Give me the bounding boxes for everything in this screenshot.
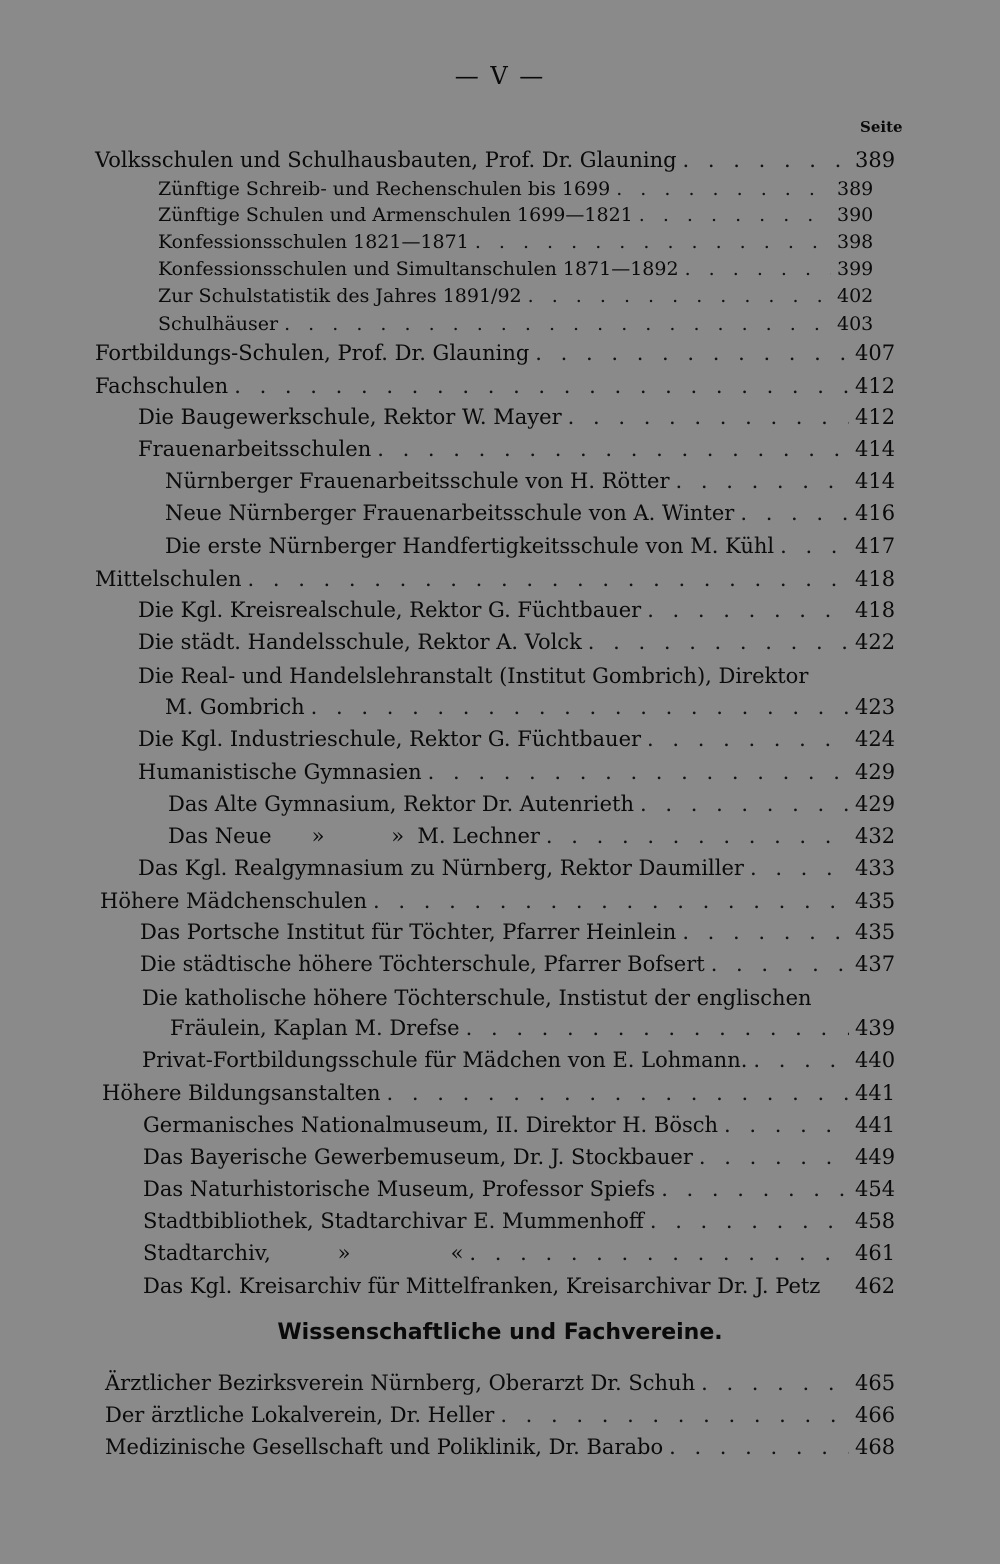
toc-entry-label: Die Baugewerkschule, Rektor W. Mayer	[138, 405, 562, 429]
toc-entry	[138, 407, 905, 428]
toc-entry	[140, 954, 905, 975]
leader-dots	[670, 471, 849, 492]
toc-entry-label: Höhere Bildungsanstalten	[102, 1081, 381, 1105]
leader-dots	[610, 180, 831, 199]
toc-entry	[158, 260, 905, 279]
toc-entry-page: 416	[855, 501, 896, 525]
toc-entry	[165, 697, 905, 718]
leader-dots	[540, 826, 849, 847]
toc-entry-label: Das Naturhistorische Museum, Professor Spiefs	[143, 1177, 656, 1201]
toc-entry-page: 429	[855, 792, 896, 816]
leader-dots	[371, 439, 849, 460]
toc-entry-page: 465	[855, 1371, 896, 1395]
leader-dots	[655, 1179, 849, 1200]
toc-entry-label: Das Alte Gymnasium, Rektor Dr. Autenrieth	[168, 792, 635, 816]
toc-entry-label: Germanisches Nationalmuseum, II. Direktor H. Bösch	[143, 1113, 719, 1137]
leader-dots	[747, 1050, 849, 1071]
toc-entry-label: Mittelschulen	[95, 567, 242, 591]
toc-entry	[170, 1018, 905, 1039]
leader-dots	[734, 503, 849, 524]
leader-dots	[676, 922, 849, 943]
leader-dots	[422, 762, 849, 783]
toc-entry-label: Volksschulen und Schulhausbauten, Prof. Dr. Glauning	[95, 148, 677, 172]
toc-entry	[95, 376, 905, 397]
leader-dots	[494, 1405, 849, 1426]
toc-entry	[138, 729, 905, 750]
toc-entry-label: Konfessionsschulen und Simultanschulen 1871—1892	[158, 258, 679, 280]
toc-entry-label: Privat-Fortbildungsschule für Mädchen von E. Lohmann.	[142, 1048, 748, 1072]
toc-entry-page: 389	[855, 148, 896, 172]
toc-entry-label: Höhere Mädchenschulen	[100, 889, 368, 913]
toc-entry-page: 429	[855, 760, 896, 784]
leader-dots	[463, 1243, 849, 1264]
toc-entry-label: Stadtbibliothek, Stadtarchivar E. Mummenhoff	[143, 1209, 644, 1233]
leader-dots	[460, 1018, 849, 1039]
toc-entry-page: 389	[837, 178, 874, 200]
leader-dots	[744, 858, 849, 879]
leader-dots	[633, 206, 831, 225]
toc-entry	[168, 826, 905, 847]
toc-entry-label: Das Kgl. Realgymnasium zu Nürnberg, Rektor Daumiller	[138, 856, 744, 880]
toc-entry-label: Das Kgl. Kreisarchiv für Mittelfranken, Kreisarchivar Dr. J. Petz	[143, 1274, 821, 1298]
toc-entry-page: 435	[855, 920, 896, 944]
toc-entry-page: 418	[855, 567, 896, 591]
toc-entry	[158, 233, 905, 252]
toc-entry-page: 468	[855, 1435, 896, 1459]
toc-entry-page: 441	[855, 1113, 896, 1137]
toc-entry	[165, 471, 905, 492]
leader-dots	[367, 891, 849, 912]
toc-entry-page: 407	[855, 341, 896, 365]
leader-dots	[705, 954, 849, 975]
toc-entry-label-cont: M. Gombrich	[165, 695, 305, 719]
toc-entry	[143, 1211, 905, 1232]
toc-entry	[105, 1437, 905, 1458]
toc-entry-label: Die städt. Handelsschule, Rektor A. Volck	[138, 630, 582, 654]
leader-dots	[644, 1211, 849, 1232]
toc-entry	[138, 762, 905, 783]
toc-entry	[95, 150, 905, 171]
page-folio: — V —	[454, 62, 546, 90]
toc-entry-label-cont: Fräulein, Kaplan M. Drefse	[170, 1016, 460, 1040]
toc-entry	[165, 503, 905, 524]
leader-dots	[695, 1373, 849, 1394]
toc-entry-page: 417	[855, 534, 896, 558]
toc-entry	[138, 439, 905, 460]
leader-dots	[529, 343, 849, 364]
toc-entry	[158, 315, 905, 334]
toc-entry-page: 461	[855, 1241, 896, 1265]
toc-entry-label: Fachschulen	[95, 374, 229, 398]
leader-dots	[663, 1437, 849, 1458]
leader-dots	[677, 150, 849, 171]
toc-entry-label: Zur Schulstatistik des Jahres 1891/92	[158, 285, 522, 307]
toc-entry-label: Die städtische höhere Töchterschule, Pfarrer Bofsert	[140, 952, 705, 976]
leader-dots	[774, 536, 849, 557]
toc-entry-page: 412	[855, 374, 896, 398]
leader-dots	[469, 233, 831, 252]
toc-entry-label: Zünftige Schreib- und Rechenschulen bis 1699	[158, 178, 611, 200]
toc-entry-page: 454	[855, 1177, 896, 1201]
toc-entry-page: 449	[855, 1145, 896, 1169]
leader-dots	[305, 697, 849, 718]
toc-entry-label: Die Kgl. Industrieschule, Rektor G. Füchtbauer	[138, 727, 642, 751]
toc-entry	[105, 1373, 905, 1394]
leader-dots	[228, 376, 849, 397]
toc-entry-label: Die katholische höhere Töchterschule, Instistut der englischen	[142, 986, 812, 1010]
toc-entry-page: 423	[855, 695, 896, 719]
toc-entry-label: Nürnberger Frauenarbeitsschule von H. Rötter	[165, 469, 670, 493]
toc-entry-page: 398	[837, 231, 874, 253]
toc-entry	[143, 1243, 905, 1264]
toc-entry-page: 439	[855, 1016, 896, 1040]
toc-entry	[143, 1147, 905, 1168]
leader-dots	[693, 1147, 849, 1168]
toc-entry-page: 418	[855, 598, 896, 622]
toc-entry-page: 466	[855, 1403, 896, 1427]
leader-dots	[641, 600, 849, 621]
toc-entry-page: 440	[855, 1048, 896, 1072]
toc-entry	[165, 536, 905, 557]
toc-entry-label: Das Neue » » M. Lechner	[168, 824, 540, 848]
toc-entry-label: Ärztlicher Bezirksverein Nürnberg, Oberarzt Dr. Schuh	[105, 1371, 696, 1395]
leader-dots	[679, 260, 831, 279]
toc-entry-label: Die Kgl. Kreisrealschule, Rektor G. Füchtbauer	[138, 598, 642, 622]
toc-entry-label: Der ärztliche Lokalverein, Dr. Heller	[105, 1403, 495, 1427]
toc-entry	[158, 180, 905, 199]
toc-entry	[138, 858, 905, 879]
toc-entry	[100, 891, 905, 912]
leader-dots	[718, 1115, 849, 1136]
toc-entry	[140, 922, 905, 943]
toc-entry-label: Das Bayerische Gewerbemuseum, Dr. J. Stockbauer	[143, 1145, 693, 1169]
leader-dots	[582, 632, 849, 653]
toc-entry	[138, 600, 905, 621]
toc-entry	[102, 1083, 905, 1104]
leader-dots	[562, 407, 849, 428]
toc-entry-page: 403	[837, 313, 874, 335]
toc-entry-page: 432	[855, 824, 896, 848]
toc-entry-page: 437	[855, 952, 896, 976]
toc-entry-page: 412	[855, 405, 896, 429]
toc-entry	[158, 206, 905, 225]
toc-entry-label: Fortbildungs-Schulen, Prof. Dr. Glauning	[95, 341, 530, 365]
toc-entry-page: 402	[837, 285, 874, 307]
toc-entry-page: 458	[855, 1209, 896, 1233]
leader-dots	[278, 315, 831, 334]
toc-entry-label: Frauenarbeitsschulen	[138, 437, 372, 461]
leader-dots	[381, 1083, 849, 1104]
toc-entry-label: Humanistische Gymnasien	[138, 760, 422, 784]
toc-entry-label: Die erste Nürnberger Handfertigkeitsschule von M. Kühl	[165, 534, 775, 558]
toc-entry-page: 399	[837, 258, 874, 280]
section-heading: Wissenschaftliche und Fachvereine.	[277, 1320, 723, 1345]
leader-dots	[634, 794, 849, 815]
toc-entry	[105, 1405, 905, 1426]
toc-entry-page: 414	[855, 437, 896, 461]
toc-entry-page: 390	[837, 204, 874, 226]
toc-entry	[143, 1276, 905, 1297]
toc-entry	[138, 632, 905, 653]
toc-entry-page: 462	[855, 1274, 896, 1298]
toc-entry	[143, 1115, 905, 1136]
toc-entry-label: Schulhäuser	[158, 313, 279, 335]
toc-entry-page: 414	[855, 469, 896, 493]
toc-entry-label: Medizinische Gesellschaft und Poliklinik, Dr. Barabo	[105, 1435, 664, 1459]
toc-entry	[143, 1179, 905, 1200]
toc-entry-page: 441	[855, 1081, 896, 1105]
leader-dots	[242, 569, 850, 590]
toc-entry	[168, 794, 905, 815]
toc-entry-label: Konfessionsschulen 1821—1871	[158, 231, 469, 253]
page-column-header: Seite	[860, 118, 903, 136]
toc-entry	[95, 569, 905, 590]
toc-entry-page: 433	[855, 856, 896, 880]
toc-entry-label: Zünftige Schulen und Armenschulen 1699—1821	[158, 204, 633, 226]
toc-entry	[142, 1050, 905, 1071]
toc-entry-page: 435	[855, 889, 896, 913]
toc-entry-label: Stadtarchiv, » «	[143, 1241, 464, 1265]
toc-entry-label: Das Portsche Institut für Töchter, Pfarrer Heinlein	[140, 920, 677, 944]
toc-entry-label: Neue Nürnberger Frauenarbeitsschule von A. Winter	[165, 501, 735, 525]
leader-dots	[522, 287, 831, 306]
toc-entry-page: 424	[855, 727, 896, 751]
toc-entry-page: 422	[855, 630, 896, 654]
toc-entry	[158, 287, 905, 306]
toc-entry	[95, 343, 905, 364]
toc-entry-label: Die Real- und Handelslehranstalt (Institut Gombrich), Direktor	[138, 664, 809, 688]
leader-dots	[641, 729, 849, 750]
